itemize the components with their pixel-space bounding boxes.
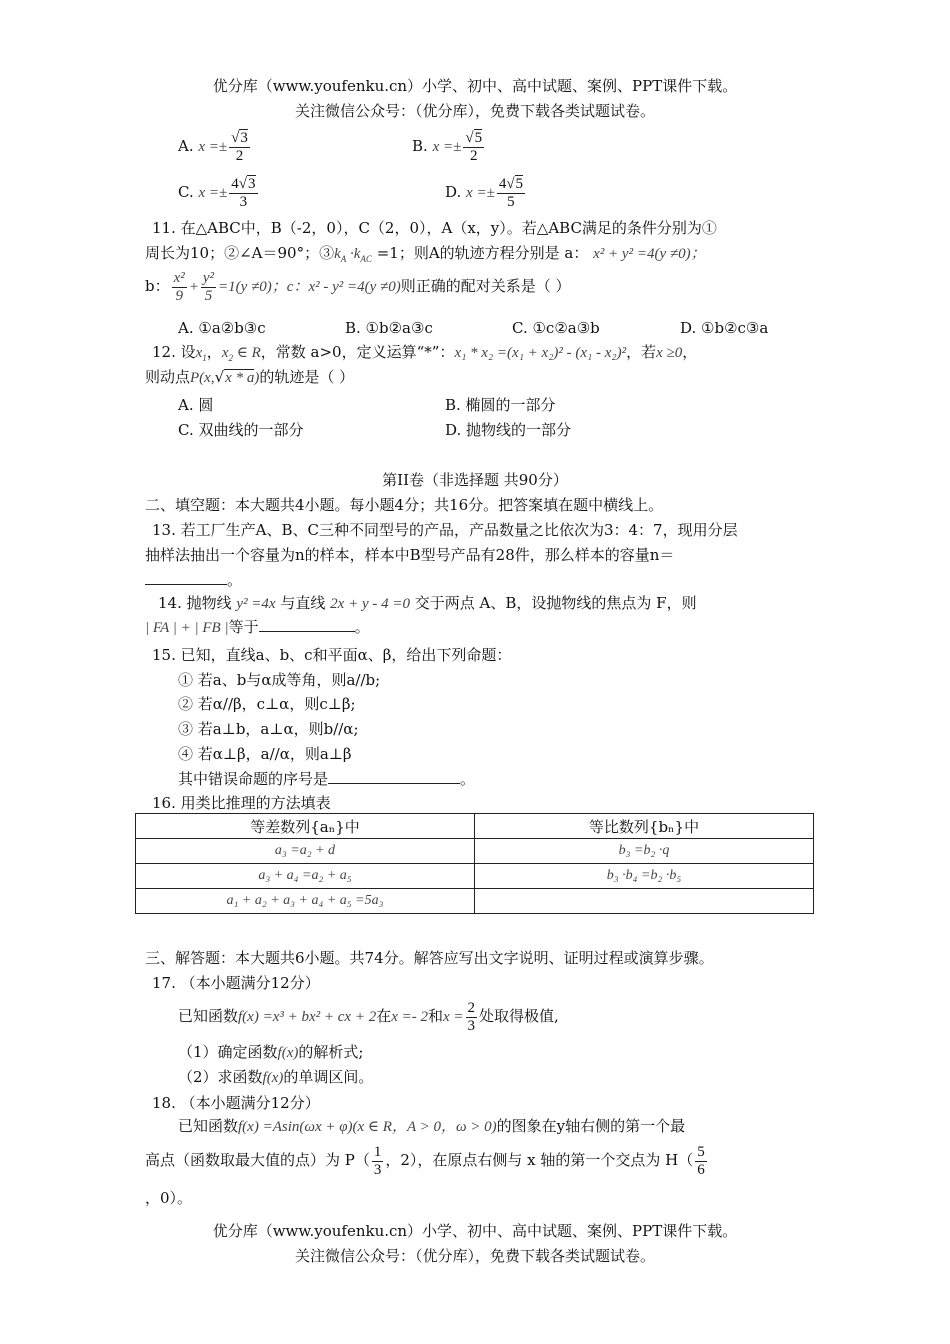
q11-option-b: B. ①b②a③c	[345, 319, 433, 337]
part2-intro: 二、填空题：本大题共4小题。每小题4分；共16分。把答案填在题中横线上。	[145, 496, 664, 514]
q11-option-a: A. ①a②b③c	[178, 319, 266, 337]
footer-line-1: 优分库（www.youfenku.cn）小学、初中、高中试题、案例、PPT课件下载。	[212, 1222, 738, 1240]
footer-line-2: 关注微信公众号：（优分库），免费下载各类试题试卷。	[294, 1247, 655, 1265]
q18-line-1: 已知函数f(x) =Asin(ωx + φ)(x ∈ R，A > 0，ω > 0)的图象在y轴右侧的第一个最	[178, 1117, 686, 1135]
part3-intro: 三、解答题：本大题共6小题。共74分。解答应写出文字说明、证明过程或演算步骤。	[145, 949, 714, 967]
q17-sub-2: （2）求函数f(x)的单调区间。	[178, 1068, 374, 1086]
header-line-2: 关注微信公众号：（优分库），免费下载各类试题试卷。	[294, 102, 655, 120]
table-cell: b₃ ·b₄ =b₂ ·b₅	[475, 864, 814, 889]
q10-option-d: D. x =± $\frac{4√5}{5}$	[445, 175, 524, 210]
q16-title: 16. 用类比推理的方法填表	[152, 794, 331, 812]
q15-item-2: ② 若α//β，c⊥α，则c⊥β;	[178, 695, 356, 713]
q12-option-b: B. 椭圆的一部分	[445, 396, 556, 414]
q15-item-4: ④ 若α⊥β，a//α，则a⊥β	[178, 745, 352, 763]
q14-answer-blank[interactable]	[259, 617, 355, 632]
table-answer-cell[interactable]	[475, 889, 814, 914]
q18-line-3: ，0）。	[145, 1189, 193, 1207]
q10-option-a: A. x =± $\frac{√3}{2}$	[178, 129, 248, 164]
q11-line-1: 11. 在△ABC中，B（-2，0），C（2，0），A（x，y）。若△ABC满足的条件分别为①	[152, 219, 717, 237]
q12-option-a: A. 圆	[178, 396, 214, 414]
analogy-table	[135, 813, 814, 914]
q11-option-c: C. ①c②a③b	[512, 319, 600, 337]
q11-line-3: b： $\frac{\text{x²}}{9}$ + $\frac{\text{y²}}{5}$ =1(y ≠0)；c：x² - y² =4(y ≠0)则正确的配对关系是（ ）	[145, 269, 571, 304]
q17-sub-1: （1）确定函数f(x)的解析式;	[178, 1043, 364, 1061]
q11-line-2: 周长为10；②∠A＝90°；$③k_A \cdot k_{AC} =1$；则A的轨迹方程分别是 a： x² + y² =4(y ≠0)；	[145, 244, 706, 264]
table-row	[136, 864, 814, 889]
q13-line-1: 13. 若工厂生产A、B、C三种不同型号的产品，产品数量之比依次为3：4：7，现用分层	[152, 521, 738, 539]
q10-option-b: B. x =± $\frac{√5}{2}$	[412, 129, 483, 164]
q12-option-c: C. 双曲线的一部分	[178, 421, 304, 439]
table-cell: a₃ + a₄ =a₂ + a₅	[136, 864, 475, 889]
table-header-row	[136, 814, 814, 839]
q10-option-c: C. x =± $\frac{4√3}{3}$	[178, 175, 256, 210]
header-line-1: 优分库（www.youfenku.cn）小学、初中、高中试题、案例、PPT课件下载。	[212, 77, 738, 95]
q15-line-1: 15. 已知，直线a、b、c和平面α、β，给出下列命题：	[152, 646, 512, 664]
table-cell: a₁ + a₂ + a₃ + a₄ + a₅ =5a₃	[136, 889, 475, 914]
q14-line-1: 14. 抛物线 y² =4x 与直线 2x + y - 4 =0 交于两点 A、B，设抛物线的焦点为 F，则	[158, 594, 697, 612]
table-cell: a₃ =a₂ + d	[136, 839, 475, 864]
q17-title: 17. （本小题满分12分）	[152, 974, 320, 992]
q17-line-1: 已知函数f(x) =x³ + bx² + cx + 2在x =- 2和x = $\frac{2}{3}$ 处取得极值,	[178, 999, 559, 1034]
q15-item-1: ① 若a、b与α成等角，则a//b;	[178, 671, 381, 689]
q11-option-d: D. ①b②c③a	[680, 319, 769, 337]
table-row	[136, 889, 814, 914]
table-header-arithmetic: 等差数列{aₙ}中	[136, 814, 475, 839]
part2-title: 第II卷（非选择题 共90分）	[382, 471, 568, 489]
q14-line-2: | FA | + | FB |等于 。	[145, 618, 370, 636]
q13-answer-blank[interactable]	[145, 570, 227, 585]
q12-line-1: 12. 设$x_1$，$x_2$ ∈ R，常数 a>0，定义运算“*”：x₁ * x₂ =(x₁ + x₂)² - (x₁ - x₂)²，若x ≥0，	[152, 343, 698, 363]
q18-title: 18. （本小题满分12分）	[152, 1094, 320, 1112]
table-cell: b₃ =b₂ ·q	[475, 839, 814, 864]
table-row	[136, 839, 814, 864]
q15-line-6: 其中错误命题的序号是 。	[178, 770, 476, 788]
q18-line-2: 高点（函数取最大值的点）为 P（ $\frac{1}{3}$ ，2），在原点右侧与 x 轴的第一个交点为 H（ $\frac{5}{6}$	[145, 1143, 705, 1178]
q15-answer-blank[interactable]	[328, 769, 460, 784]
q12-option-d: D. 抛物线的一部分	[445, 421, 572, 439]
q12-line-2: 则动点P(x,√x * a)的轨迹是（ ）	[145, 368, 355, 386]
table-header-geometric: 等比数列{bₙ}中	[475, 814, 814, 839]
q15-item-3: ③ 若a⊥b，a⊥α，则b//α;	[178, 720, 359, 738]
q13-line-2: 抽样法抽出一个容量为n的样本，样本中B型号产品有28件，那么样本的容量n＝	[145, 546, 675, 564]
q13-line-3: 。	[145, 570, 242, 590]
